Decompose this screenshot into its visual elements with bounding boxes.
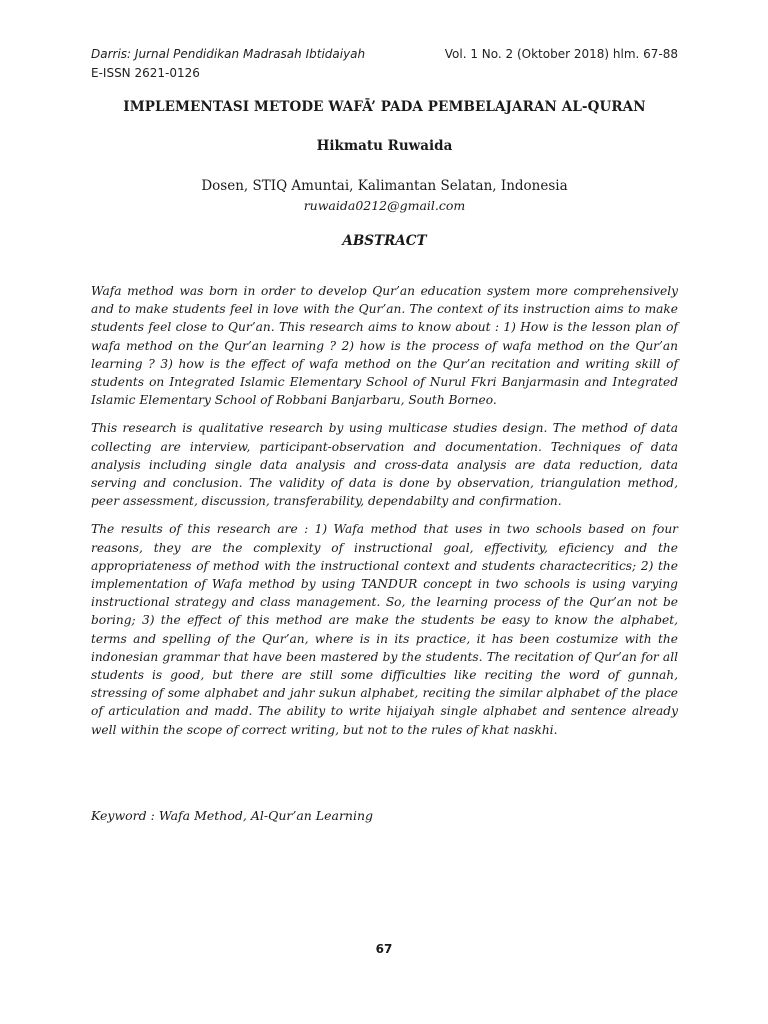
page-number: 67 — [375, 942, 393, 956]
abstract-paragraph: The results of this research are : 1) Wafa method that uses in two schools based on four reasons, they are the complexity of instructional goal, effectivity, eficiency and the appropriateness of method with the instructional context and students charactecritics; 2) the implementation of Wafa method by using TANDUR concept in two schools is using varying instructional strategy and class management. So, the learning process of the Qur’an not be boring; 3) the effect of this method are make the students be easy to know the alphabet, terms and spelling of the Qur’an, where is in its practice, it has been costumize with the indonesian grammar that have been mastered by the students. The recitation of Qur’an for all students is good, but there are still some difficulties like reciting the word of gunnah, stressing of some alphabet and jahr sukun alphabet, reciting the similar alphabet of the place of articulation and madd. The ability to write hijaiyah single alphabet and sentence already well within the scope of correct writing, but not to the rules of khat naskhi. — [91, 522, 678, 737]
author-name: Hikmatu Ruwaida — [316, 138, 453, 154]
abstract-body — [91, 282, 678, 749]
abstract-paragraph: This research is qualitative research by using multicase studies design. The method of data collecting are interview, participant-observation and documentation. Techniques of data analysis including single data analysis and cross-data analysis are data reduction, data serving and conclusion. The validity of data is done by observation, triangulation method, peer assessment, discussion, transferability, dependabilty and confirmation. — [91, 421, 678, 509]
author-affiliation-block — [91, 176, 678, 216]
volume-info: Vol. 1 No. 2 (Oktober 2018) hlm. 67-88 — [444, 47, 678, 61]
running-header-row — [91, 45, 678, 64]
abstract-paragraph: Wafa method was born in order to develop Qur’an education system more comprehensively and to make students feel in love with the Qur’an. The context of its instruction aims to make students feel close to Qur’an. This research aims to know about : 1) How is the lesson plan of wafa method on the Qur’an learning ? 2) how is the process of wafa method on the Qur’an learning ? 3) how is the effect of wafa method on the Qur’an recitation and writing skill of students on Integrated Islamic Elementary School of Nurul Fkri Banjarmasin and Integrated Islamic Elementary School of Robbani Banjarbaru, South Borneo. — [91, 284, 678, 408]
keywords: Keyword : Wafa Method, Al-Qur’an Learning — [91, 808, 374, 823]
author-email[interactable]: ruwaida0212@gmail.com — [303, 198, 466, 213]
eissn: E-ISSN 2621-0126 — [91, 66, 200, 80]
journal-name: Darris: Jurnal Pendidikan Madrasah Ibtidaiyah — [91, 47, 366, 61]
affiliation: Dosen, STIQ Amuntai, Kalimantan Selatan, Indonesia — [201, 178, 568, 194]
running-header — [91, 45, 678, 83]
abstract-heading: ABSTRACT — [342, 233, 427, 249]
article-title: IMPLEMENTASI METODE WAFĀ’ PADA PEMBELAJARAN AL-QURAN — [123, 99, 646, 115]
